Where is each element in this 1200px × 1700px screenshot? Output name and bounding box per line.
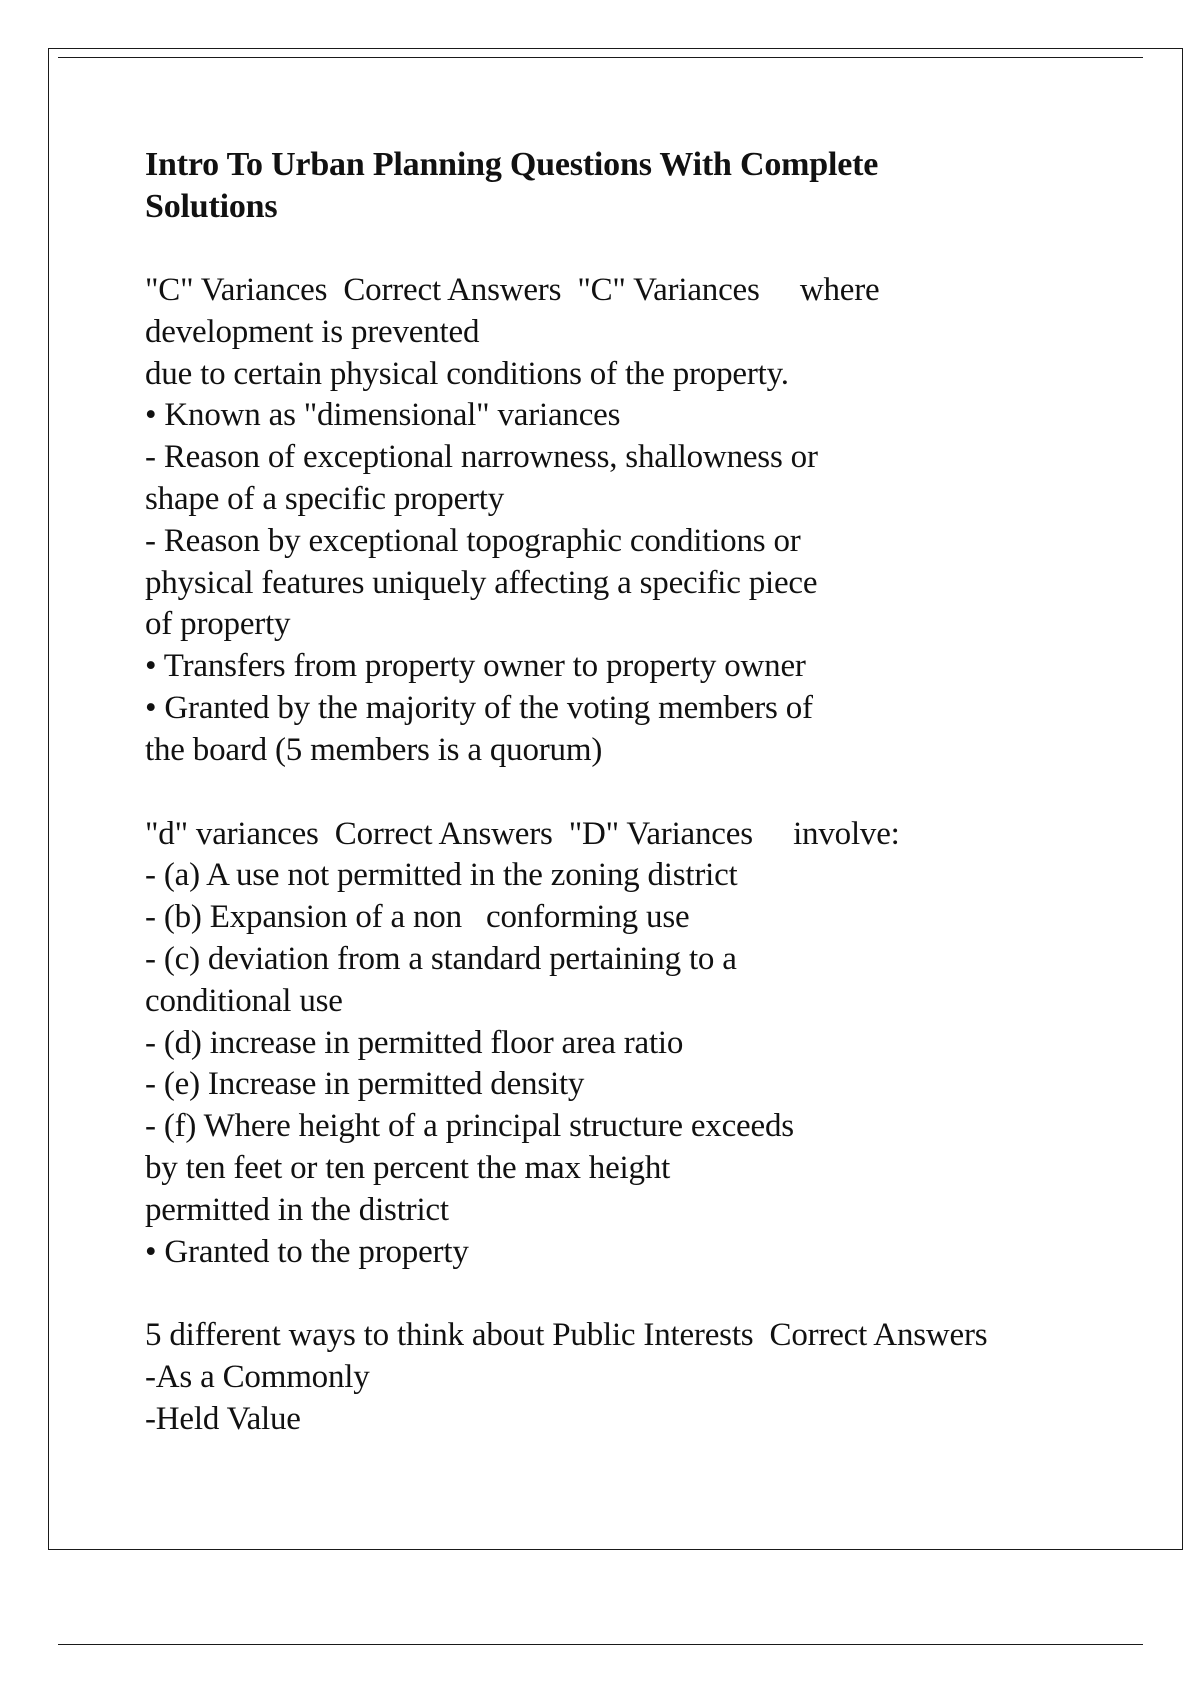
text-line: - (b) Expansion of a non conforming use (145, 899, 690, 936)
qa-block-d-variances (145, 814, 1145, 1274)
text-line: due to certain physical conditions of the property. (145, 355, 789, 392)
text-line: • Granted to the property (145, 1233, 469, 1270)
text-line: development is prevented (145, 313, 480, 350)
text-line: of property (145, 606, 291, 643)
text-line: permitted in the district (145, 1191, 449, 1228)
text-line: physical features uniquely affecting a specific piece (145, 564, 818, 601)
bottom-rule (58, 1644, 1143, 1645)
text-line: by ten feet or ten percent the max height (145, 1149, 671, 1186)
text-line: - (a) A use not permitted in the zoning district (145, 857, 738, 894)
text-line: - Reason of exceptional narrowness, shallowness or (145, 439, 818, 476)
text-line: "d" variances Correct Answers "D" Variances involve: (145, 815, 900, 852)
text-line: 5 different ways to think about Public Interests Correct Answers (145, 1317, 988, 1354)
text-line: shape of a specific property (145, 480, 505, 517)
text-line: -Held Value (145, 1400, 301, 1437)
text-line: the board (5 members is a quorum) (145, 731, 603, 768)
text-line: - (c) deviation from a standard pertaining to a (145, 940, 737, 977)
text-line: - Reason by exceptional topographic conditions or (145, 522, 801, 559)
text-line: • Granted by the majority of the voting members of (145, 689, 813, 726)
qa-block-public-interests (145, 1315, 1145, 1440)
title-line: Solutions (145, 188, 278, 225)
text-line: "C" Variances Correct Answers "C" Variances where (145, 272, 880, 308)
text-line: - (f) Where height of a principal structure exceeds (145, 1108, 794, 1145)
text-line: - (e) Increase in permitted density (145, 1066, 585, 1103)
text-line: conditional use (145, 982, 343, 1019)
text-line: -As a Commonly (145, 1359, 370, 1396)
qa-block-c-variances (145, 270, 1145, 772)
document-content (145, 144, 1145, 1483)
text-line: - (d) increase in permitted floor area ratio (145, 1024, 684, 1061)
title-line: Intro To Urban Planning Questions With Complete (145, 146, 879, 183)
text-line: • Transfers from property owner to property owner (145, 648, 806, 685)
text-line: • Known as "dimensional" variances (145, 397, 621, 434)
document-title (145, 144, 1145, 228)
top-rule (58, 57, 1143, 58)
